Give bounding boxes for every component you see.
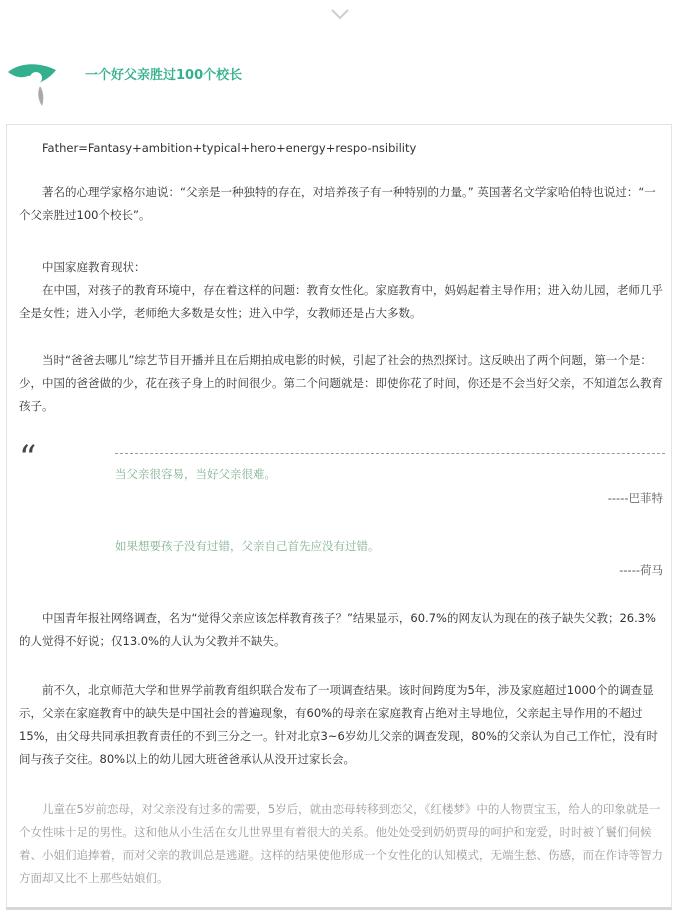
article-header xyxy=(0,52,678,110)
paragraph-research: 前不久，北京师范大学和世界学前教育组织联合发布了一项调查结果。该时间跨度为5年，涉及家庭超过1000个的调查显示，父亲在家庭教育中的缺失是中国社会的普遍现象，有60%的母亲在家庭教育占绝对主导地位，父亲起主导作用的不超过15%，由父母共同承担教育责任的不到三分之一。针对北京3~6岁幼儿父亲的调查发现，80%的父亲认为自己工作忙，没有时间与孩子交往。80%以上的幼儿园大班爸爸承认从没开过家长会。 xyxy=(19,683,658,766)
quote-divider xyxy=(115,453,665,454)
paragraph-quote-intro: 著名的心理学家格尔迪说：“父亲是一种独特的存在，对培养孩子有一种特别的力量。” 英国著名文学家哈伯特也说过：“一个父亲胜过100个校长”。 xyxy=(19,185,656,222)
paragraph-survey: 中国青年报社网络调查，名为“觉得父亲应该怎样教育孩子？”结果显示，60.7%的网友认为现在的孩子缺失父教；26.3%的人觉得不好说；仅13.0%的人认为父教并不缺失。 xyxy=(19,611,656,648)
page-title: 一个好父亲胜过100个校长 xyxy=(85,68,243,83)
chevron-down-icon[interactable] xyxy=(330,8,350,22)
quote-text: 当父亲很容易，当好父亲很难。 xyxy=(115,467,276,481)
paragraph-status: 在中国，对孩子的教育环境中，存在着这样的问题：教育女性化。家庭教育中，妈妈起着主导作用；进入幼儿园，老师几乎全是女性；进入小学，老师绝大多数是女性；进入中学，女教师还是占大多数。 xyxy=(19,283,663,320)
quote-text: 如果想要孩子没有过错，父亲自己首先应没有过错。 xyxy=(115,539,380,553)
quote-mark-icon: “ xyxy=(19,438,37,478)
article-body xyxy=(6,124,672,910)
paragraph-variety-show: 当时“爸爸去哪儿”综艺节目开播并且在后期拍成电影的时候，引起了社会的热烈探讨。这反映出了两个问题，第一个是：少，中国的爸爸做的少，花在孩子身上的时间很少。第二个问题就是：即使你花了时间，你还是不会当好父亲，不知道怎么教育孩子。 xyxy=(19,353,663,413)
bird-logo-icon xyxy=(6,58,62,108)
section-title: 中国家庭教育现状： xyxy=(42,260,146,274)
formula-text: Father=Fantasy+ambition+typical+hero+energy+respo-nsibility xyxy=(42,141,417,155)
quote-source: -----荷马 xyxy=(619,563,663,577)
quote-source: -----巴菲特 xyxy=(607,491,663,505)
paragraph-example: 儿童在5岁前恋母，对父亲没有过多的需要，5岁后，就由恋母转移到恋父，《红楼梦》中的人物贾宝玉，给人的印象就是一个女性味十足的男性。这和他从小生活在女儿世界里有着很大的关系。他处处受到奶奶贾母的呵护和宠爱，时时被丫鬟们伺候着、小姐们追捧着，而对父亲的教训总是逃避。这样的结果使他形成一个女性化的认知模式，无端生愁、伤感，而在作诗等智力方面却又比不上那些姑娘们。 xyxy=(19,802,663,885)
